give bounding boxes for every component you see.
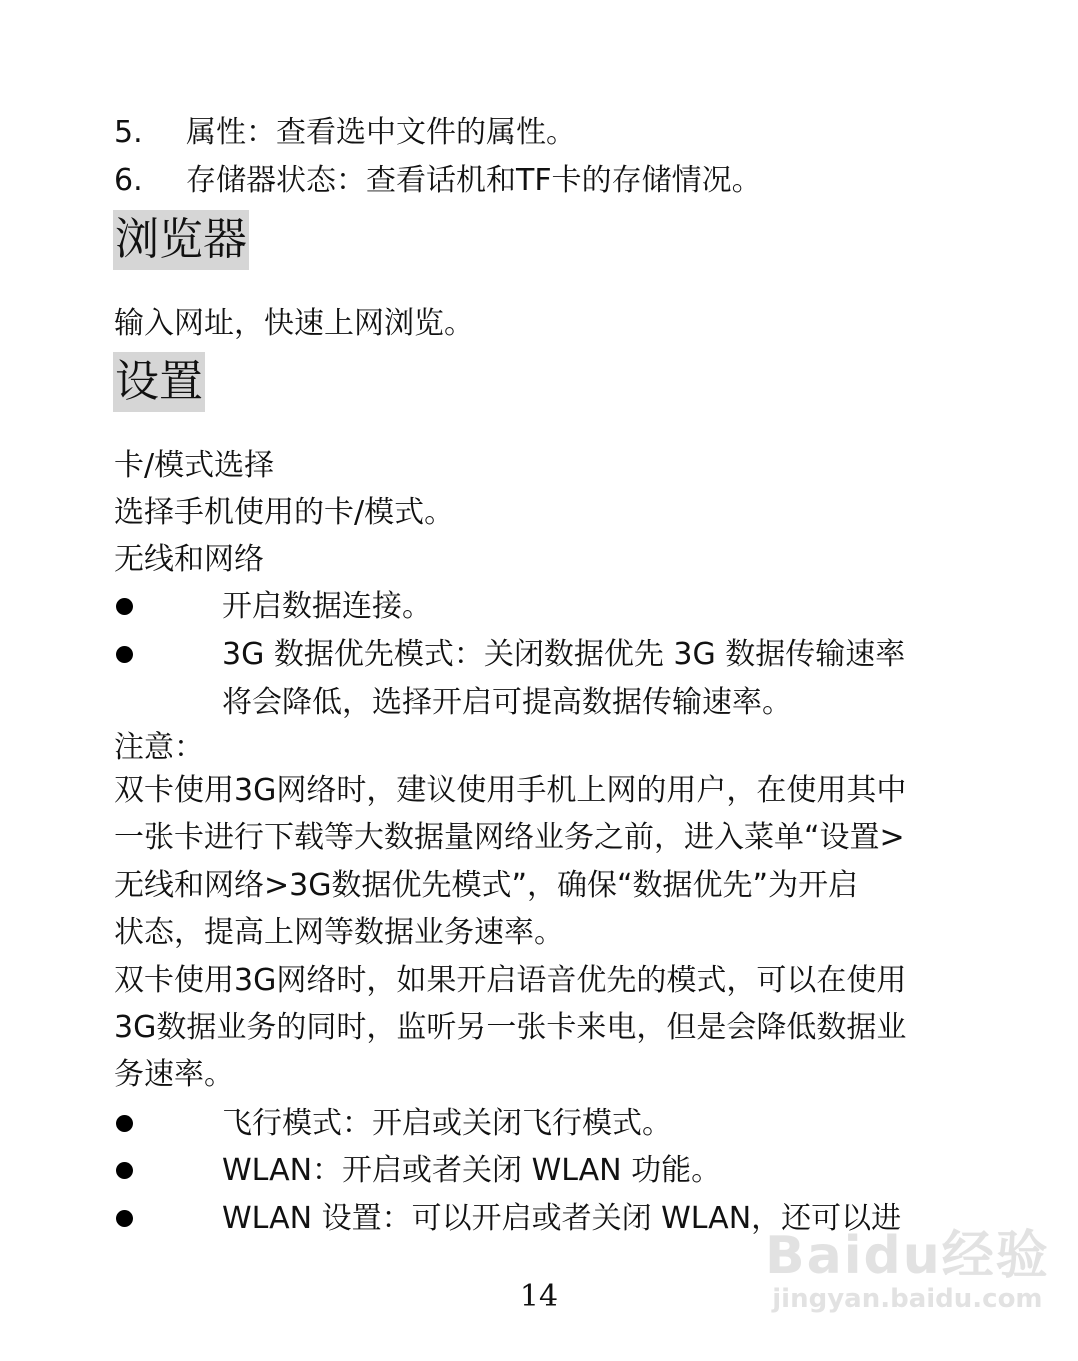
note-label: 注意： (114, 730, 204, 765)
bullet-icon (116, 1210, 133, 1227)
bullet-icon (116, 598, 133, 615)
baidu-watermark (765, 1228, 1050, 1314)
note-line: 务速率。 (114, 1057, 234, 1092)
watermark-url: jingyan.baidu.com (772, 1284, 1043, 1314)
section-heading-browser: 浏览器 (113, 210, 249, 270)
watermark-logo: Baidu经验 (765, 1226, 1050, 1286)
bullet-text: WLAN：开启或者关闭 WLAN 功能。 (222, 1153, 722, 1188)
item-number: 6. (114, 163, 143, 198)
item-text: 存储器状态：查看话机和TF卡的存储情况。 (186, 163, 762, 198)
note-line: 状态，提高上网等数据业务速率。 (114, 915, 564, 950)
item-number: 5. (114, 115, 143, 150)
note-line: 双卡使用3G网络时，建议使用手机上网的用户，在使用其中 (114, 773, 907, 808)
item-text: 属性：查看选中文件的属性。 (186, 115, 576, 150)
browser-description: 输入网址，快速上网浏览。 (114, 306, 474, 341)
bullet-icon (116, 1115, 133, 1132)
note-line: 一张卡进行下载等大数据量网络业务之前，进入菜单“设置> (114, 820, 905, 855)
subheading-card-mode: 卡/模式选择 (114, 448, 275, 483)
note-line: 无线和网络>3G数据优先模式”，确保“数据优先”为开启 (114, 868, 859, 903)
note-line: 双卡使用3G网络时，如果开启语音优先的模式，可以在使用 (114, 963, 907, 998)
section-heading-settings: 设置 (113, 352, 205, 412)
page-number: 14 (519, 1279, 559, 1314)
bullet-icon (116, 1162, 133, 1179)
subheading-wireless-network: 无线和网络 (114, 542, 264, 577)
bullet-text: 飞行模式：开启或关闭飞行模式。 (222, 1106, 672, 1141)
bullet-text: 3G 数据优先模式：关闭数据优先 3G 数据传输速率 (222, 637, 906, 672)
card-mode-description: 选择手机使用的卡/模式。 (114, 495, 455, 530)
note-line: 3G数据业务的同时，监听另一张卡来电，但是会降低数据业 (114, 1010, 907, 1045)
bullet-text: 开启数据连接。 (222, 589, 432, 624)
bullet-text: 将会降低，选择开启可提高数据传输速率。 (222, 685, 792, 720)
bullet-icon (116, 646, 133, 663)
bullet-text: WLAN 设置：可以开启或者关闭 WLAN，还可以进 (222, 1201, 902, 1236)
